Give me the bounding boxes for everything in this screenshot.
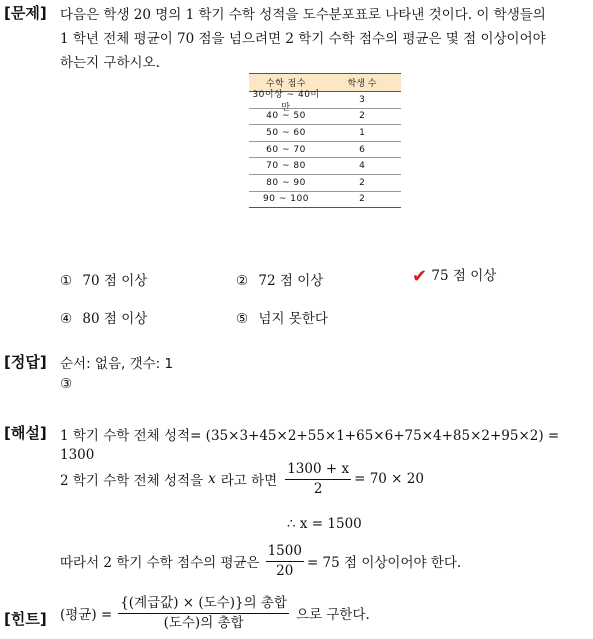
fraction-numerator: 1500	[266, 544, 304, 562]
solution-line-3-prefix: 2 학기 수학 전체 성적을	[60, 473, 204, 490]
choice-4[interactable]	[60, 307, 147, 327]
choice-text: 72 점 이상	[258, 273, 324, 289]
hint-suffix: 으로 구한다.	[295, 607, 370, 624]
question-text-line-1: 다음은 학생 20 명의 1 학기 수학 성적을 도수분포표로 나타낸 것이다. 이 학생들의	[60, 7, 546, 23]
table-row	[249, 89, 401, 113]
hint-prefix: (평균) =	[60, 607, 113, 624]
solution-fraction-1	[285, 462, 351, 497]
choice-text: 80 점 이상	[82, 311, 148, 327]
question-text-line-3: 하는지 구하시오.	[60, 55, 160, 71]
fraction-numerator: 1300 + x	[285, 462, 351, 480]
solution-line-5-suffix: = 75 점 이상이어야 한다.	[306, 555, 462, 572]
solution-line-5-prefix: 따라서 2 학기 수학 점수의 평균은	[60, 555, 260, 572]
solution-line-3-mid: 라고 하면	[220, 473, 278, 490]
solution-fraction-1-rhs: = 70 × 20	[354, 471, 424, 488]
choice-marker: ④	[60, 311, 73, 327]
choice-1[interactable]	[60, 269, 147, 289]
table-row	[249, 125, 401, 142]
table-cell-count: 2	[359, 177, 365, 188]
choice-text: 넘지 못한다	[258, 311, 328, 327]
answer-tag: [정답]	[4, 353, 47, 371]
table-row	[249, 175, 401, 192]
table-header-score: 수학 점수	[265, 79, 307, 89]
table-cell-count: 6	[359, 144, 365, 155]
solution-variable: x	[208, 471, 216, 488]
table-cell-range: 50 ~ 60	[266, 127, 306, 138]
fraction-denominator: 2	[313, 480, 323, 497]
table-cell-count: 4	[359, 161, 365, 172]
table-header-count: 학생 수	[347, 79, 377, 89]
table-cell-range: 40 ~ 50	[266, 111, 306, 122]
choice-text: 75 점 이상	[431, 268, 497, 284]
table-cell-count: 3	[359, 94, 365, 105]
table-row	[249, 158, 401, 175]
table-row	[249, 109, 401, 126]
choice-text: 70 점 이상	[82, 273, 148, 289]
answer-line-1: 순서: 없음, 갯수: 1	[60, 356, 174, 372]
fraction-denominator: 20	[276, 562, 294, 579]
solution-tag: [해설]	[4, 424, 47, 442]
question-text-line-2: 1 학년 전체 평균이 70 점을 넘으려면 2 학기 수학 점수의 평균은 몇 점 이상이어야	[60, 31, 546, 47]
table-cell-range: 60 ~ 70	[266, 144, 306, 155]
table-cell-count: 2	[359, 194, 365, 205]
hint-line	[60, 596, 370, 631]
table-cell-count: 2	[359, 111, 365, 122]
hint-tag: [힌트]	[4, 610, 47, 628]
table-row	[249, 142, 401, 159]
hint-fraction	[118, 596, 289, 631]
choice-5[interactable]	[236, 307, 328, 327]
table-cell-range: 70 ~ 80	[266, 161, 306, 172]
choice-2[interactable]	[236, 269, 323, 289]
choice-marker: ①	[60, 273, 73, 289]
choice-marker: ⑤	[236, 311, 249, 327]
table-row	[249, 192, 401, 209]
table-cell-range: 80 ~ 90	[266, 177, 306, 188]
solution-line-2: 1300	[60, 447, 95, 463]
fraction-denominator: (도수)의 총합	[163, 614, 244, 631]
frequency-table	[249, 73, 401, 208]
choice-marker: ②	[236, 273, 249, 289]
solution-therefore: ∴ x = 1500	[287, 516, 362, 532]
solution-line-1: 1 학기 수학 전체 성적= (35×3+45×2+55×1+65×6+75×4+85×2+95×2) =	[60, 428, 560, 444]
answer-line-2: ③	[60, 376, 73, 392]
check-mark-icon: ✔	[412, 266, 428, 287]
table-cell-range: 90 ~ 100	[263, 194, 309, 205]
table-cell-count: 1	[359, 127, 365, 138]
solution-fraction-2	[266, 544, 304, 579]
solution-line-3	[60, 462, 424, 497]
choice-3[interactable]	[412, 266, 496, 287]
solution-line-5	[60, 544, 461, 579]
question-tag: [문제]	[4, 4, 47, 22]
fraction-numerator: {(계급값) × (도수)}의 총합	[118, 596, 289, 614]
table-cell-range: 30이상 ~ 40미만	[252, 89, 320, 113]
